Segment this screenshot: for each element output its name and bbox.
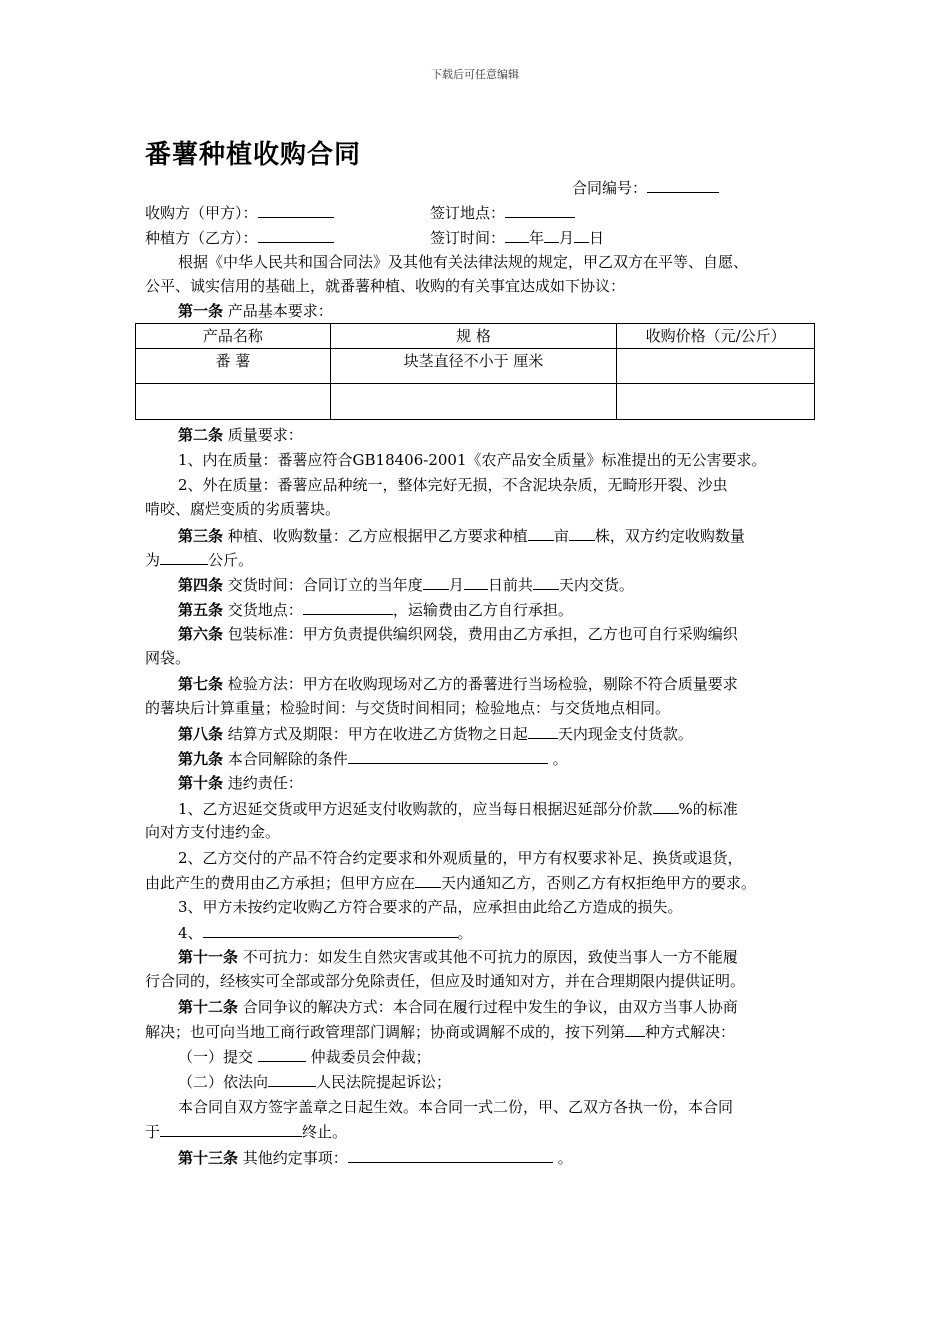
article-3 xyxy=(145,523,813,547)
sign-place-label: 签订地点： xyxy=(430,204,506,222)
table-cell: 番 薯 xyxy=(136,349,331,384)
article-2 xyxy=(145,423,813,447)
table-row xyxy=(136,349,815,384)
intro-line-2: 公平、诚实信用的基础上，就番薯种植、收购的有关事宜达成如下协议： xyxy=(145,277,626,295)
sign-time-line xyxy=(430,225,730,249)
article-2-item-2: 2、外在质量：番薯应品种统一，整体完好无损，不含泥块杂质，无畸形开裂、沙虫 xyxy=(178,476,728,494)
article-11-text: 不可抗力：如发生自然灾害或其他不可抗力的原因，致使当事人一方不能履 xyxy=(242,948,738,966)
sign-month-field[interactable] xyxy=(544,225,559,243)
plant-count-field[interactable] xyxy=(569,523,595,541)
article-10-item-1-text-2: %的标准 xyxy=(678,800,738,818)
purchase-quantity-field[interactable] xyxy=(160,547,208,565)
article-7-title: 第七条 xyxy=(178,675,224,693)
arbitration-committee-field[interactable] xyxy=(258,1044,306,1062)
year-label: 年 xyxy=(529,229,545,247)
article-12-text-3: 种方式解决： xyxy=(645,1023,736,1041)
delivery-month-field[interactable] xyxy=(423,572,449,590)
resolution-option-field[interactable] xyxy=(625,1019,645,1037)
header-note: 下载后可任意编辑 xyxy=(431,68,519,81)
delivery-place-field[interactable] xyxy=(303,597,393,615)
document-title: 番薯种植收购合同 xyxy=(145,140,362,170)
intro-line-1: 根据《中华人民共和国合同法》及其他有关法律法规的规定，甲乙双方在平等、自愿、 xyxy=(178,253,749,271)
effectiveness-clause-cont xyxy=(145,1119,813,1143)
article-10-item-4-end: 。 xyxy=(457,924,473,942)
article-1-text: 产品基本要求： xyxy=(227,302,333,320)
article-3-title: 第三条 xyxy=(178,527,224,545)
article-8-text-2: 天内现金支付货款。 xyxy=(557,725,693,743)
option-1-text-2: 仲裁委员会仲裁； xyxy=(310,1048,431,1066)
sign-time-label: 签订时间： xyxy=(430,229,506,247)
article-4-text-2: 日前共 xyxy=(487,576,533,594)
table-header-cell: 产品名称 xyxy=(136,324,331,349)
article-5-text: 交货地点： xyxy=(227,601,303,619)
article-10-item-2-cont xyxy=(145,870,813,894)
table-cell: 块茎直径不小于 厘米 xyxy=(330,349,617,384)
article-3-cont xyxy=(145,547,813,571)
effectiveness-text-2: 终止。 xyxy=(302,1123,348,1141)
article-10-item-3: 3、甲方未按约定收购乙方符合要求的产品，应承担由此给乙方造成的损失。 xyxy=(178,898,683,916)
article-10-title: 第十条 xyxy=(178,774,224,792)
article-13-end: 。 xyxy=(557,1149,573,1167)
article-10-item-4-field[interactable] xyxy=(203,920,458,938)
option-2-text-2: 人民法院提起诉讼； xyxy=(316,1073,452,1091)
article-5-text-2: ，运输费由乙方自行承担。 xyxy=(392,601,573,619)
table-header-row xyxy=(136,324,815,349)
article-9 xyxy=(145,746,813,770)
party-b-label: 种植方（乙方）： xyxy=(145,229,258,247)
article-3-unit-mu: 亩 xyxy=(553,527,569,545)
day-label: 日 xyxy=(589,229,605,247)
article-11-cont: 行合同的，经核实可全部或部分免除责任，但应及时通知对方，并在合理期限内提供证明。 xyxy=(145,972,746,990)
sign-place-line xyxy=(430,200,730,224)
article-12-cont xyxy=(145,1019,813,1043)
article-12-text-2: 解决；也可向当地工商行政管理部门调解；协商或调解不成的，按下列第 xyxy=(145,1023,626,1041)
article-2-text: 质量要求： xyxy=(227,426,303,444)
effectiveness-text: 于 xyxy=(145,1123,161,1141)
article-8-text: 结算方式及期限：甲方在收进乙方货物之日起 xyxy=(227,725,528,743)
article-3-text-3: 为 xyxy=(145,551,161,569)
article-6 xyxy=(145,622,813,646)
sign-year-field[interactable] xyxy=(505,225,529,243)
article-6-title: 第六条 xyxy=(178,625,224,643)
table-row xyxy=(136,384,815,420)
table-cell[interactable] xyxy=(330,384,617,420)
court-field[interactable] xyxy=(268,1069,316,1087)
article-7-cont: 的薯块后计算重量；检验时间：与交货时间相同；检验地点：与交货地点相同。 xyxy=(145,699,671,717)
delivery-day-field[interactable] xyxy=(464,572,488,590)
article-2-item-1: 1、内在质量：番薯应符合GB18406-2001《农产品安全质量》标准提出的无公害要求。 xyxy=(178,451,767,469)
article-1-title: 第一条 xyxy=(178,302,224,320)
termination-conditions-field[interactable] xyxy=(348,746,548,764)
contract-number-line xyxy=(572,175,812,199)
penalty-rate-field[interactable] xyxy=(653,796,679,814)
article-4-month: 月 xyxy=(448,576,464,594)
termination-date-field[interactable] xyxy=(160,1119,302,1137)
effectiveness-clause: 本合同自双方签字盖章之日起生效。本合同一式二份，甲、乙双方各执一份，本合同 xyxy=(178,1098,734,1116)
article-5 xyxy=(145,597,813,621)
article-3-text-4: 公斤。 xyxy=(208,551,254,569)
article-13-title: 第十三条 xyxy=(178,1149,239,1167)
article-13-text: 其他约定事项： xyxy=(242,1149,348,1167)
article-9-end: 。 xyxy=(552,750,568,768)
article-7 xyxy=(145,672,813,696)
article-2-item-2-cont: 啃咬、腐烂变质的劣质薯块。 xyxy=(145,500,341,518)
party-a-field[interactable] xyxy=(258,200,334,218)
table-header-cell: 收购价格（元/公斤） xyxy=(617,324,815,349)
month-label: 月 xyxy=(559,229,575,247)
article-6-cont: 网袋。 xyxy=(145,649,191,667)
option-2-text: （二）依法向 xyxy=(178,1073,269,1091)
sign-day-field[interactable] xyxy=(574,225,589,243)
article-4-text-3: 天内交货。 xyxy=(558,576,634,594)
article-10 xyxy=(145,771,813,795)
option-1-text: （一）提交 xyxy=(178,1048,254,1066)
article-11 xyxy=(145,945,813,969)
article-6-text: 包装标准：甲方负责提供编织网袋，费用由乙方承担，乙方也可自行采购编织 xyxy=(227,625,738,643)
article-1 xyxy=(145,299,813,323)
article-12-option-1 xyxy=(145,1044,813,1068)
article-4-text: 交货时间：合同订立的当年度 xyxy=(227,576,423,594)
article-12-option-2 xyxy=(145,1069,813,1093)
article-10-item-4-text: 4、 xyxy=(178,924,203,942)
notice-days-field[interactable] xyxy=(415,870,441,888)
article-10-text: 违约责任： xyxy=(227,774,303,792)
article-8-title: 第八条 xyxy=(178,725,224,743)
article-2-title: 第二条 xyxy=(178,426,224,444)
other-matters-field[interactable] xyxy=(348,1145,553,1163)
article-10-item-1-text: 1、乙方迟延交货或甲方迟延支付收购款的，应当每日根据迟延部分价款 xyxy=(178,800,653,818)
article-10-item-2-text: 由此产生的费用由乙方承担；但甲方应在 xyxy=(145,874,416,892)
contract-number-field[interactable] xyxy=(647,175,719,193)
article-10-item-4 xyxy=(145,920,813,944)
table-header-cell: 规 格 xyxy=(330,324,617,349)
contract-number-label: 合同编号： xyxy=(572,179,648,197)
party-b-field[interactable] xyxy=(258,225,334,243)
sign-place-field[interactable] xyxy=(505,200,575,218)
article-10-item-2-text-2: 天内通知乙方，否则乙方有权拒绝甲方的要求。 xyxy=(441,874,757,892)
table-cell[interactable] xyxy=(617,349,815,384)
party-a-label: 收购方（甲方）： xyxy=(145,204,258,222)
article-12-text: 合同争议的解决方式：本合同在履行过程中发生的争议，由双方当事人协商 xyxy=(242,998,738,1016)
article-4-title: 第四条 xyxy=(178,576,224,594)
table-cell[interactable] xyxy=(617,384,815,420)
table-cell[interactable] xyxy=(136,384,331,420)
article-11-title: 第十一条 xyxy=(178,948,239,966)
article-12-title: 第十二条 xyxy=(178,998,239,1016)
article-7-text: 检验方法：甲方在收购现场对乙方的番薯进行当场检验，剔除不符合质量要求 xyxy=(227,675,738,693)
article-10-item-2: 2、乙方交付的产品不符合约定要求和外观质量的，甲方有权要求补足、换货或退货， xyxy=(178,849,743,867)
article-4 xyxy=(145,572,813,596)
payment-days-field[interactable] xyxy=(528,721,558,739)
product-spec-table xyxy=(135,323,815,420)
article-5-title: 第五条 xyxy=(178,601,224,619)
plant-area-field[interactable] xyxy=(528,523,554,541)
article-12 xyxy=(145,995,813,1019)
article-13 xyxy=(145,1145,813,1169)
article-9-title: 第九条 xyxy=(178,750,224,768)
article-3-text: 种植、收购数量：乙方应根据甲乙方要求种植 xyxy=(227,527,528,545)
article-10-item-1 xyxy=(145,796,813,820)
delivery-days-field[interactable] xyxy=(533,572,559,590)
article-8 xyxy=(145,721,813,745)
article-9-text: 本合同解除的条件 xyxy=(227,750,348,768)
article-10-item-1-cont: 向对方支付违约金。 xyxy=(145,823,281,841)
article-3-text-2: 株，双方约定收购数量 xyxy=(594,527,745,545)
